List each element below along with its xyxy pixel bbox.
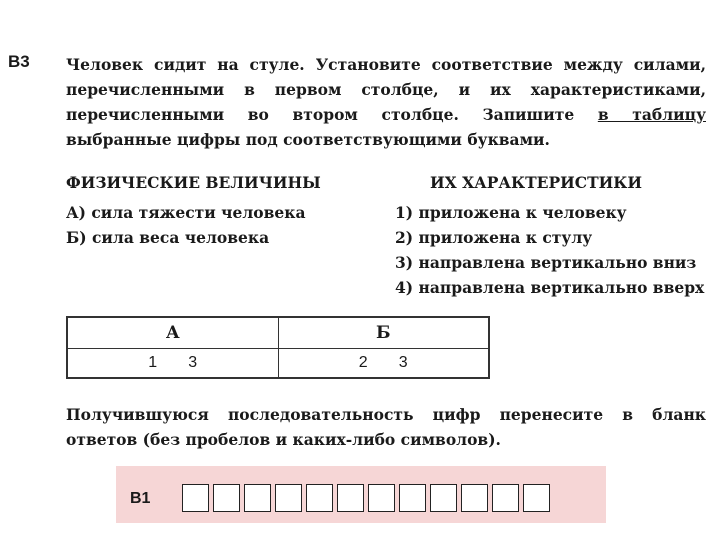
characteristics-list bbox=[395, 200, 704, 300]
answer-digit: 3 bbox=[188, 354, 198, 371]
task-text bbox=[66, 52, 706, 152]
right-column-header: ИХ ХАРАКТЕРИСТИКИ bbox=[430, 173, 643, 192]
answer-form bbox=[116, 466, 606, 523]
answer-form-cell[interactable] bbox=[523, 484, 550, 512]
physical-quantities-list bbox=[66, 200, 306, 250]
task-text-before: Человек сидит на стуле. Установите соответствие между силами, перечисленными в первом столбце, и их характеристиками, перечисленными во втором столбце. Запишите bbox=[66, 55, 706, 124]
answer-cell-a[interactable] bbox=[67, 349, 278, 379]
answer-form-cell[interactable] bbox=[306, 484, 333, 512]
answer-form-cell[interactable] bbox=[275, 484, 302, 512]
answer-form-cells bbox=[182, 484, 550, 512]
characteristic-item: 2) приложена к стулу bbox=[395, 228, 593, 247]
answer-form-cell[interactable] bbox=[182, 484, 209, 512]
answer-form-cell[interactable] bbox=[213, 484, 240, 512]
answer-form-cell[interactable] bbox=[368, 484, 395, 512]
answer-form-cell[interactable] bbox=[244, 484, 271, 512]
answer-form-cell[interactable] bbox=[337, 484, 364, 512]
task-label: B3 bbox=[8, 52, 30, 71]
quantity-item: Б) сила веса человека bbox=[66, 228, 270, 247]
answer-digit: 2 bbox=[358, 354, 368, 371]
answer-form-cell[interactable] bbox=[461, 484, 488, 512]
characteristic-item: 1) приложена к человеку bbox=[395, 203, 627, 222]
instruction-note: Получившуюся последовательность цифр перенесите в бланк ответов (без пробелов и каких-либо символов). bbox=[66, 405, 706, 449]
answer-form-cell[interactable] bbox=[399, 484, 426, 512]
answer-digit: 1 bbox=[148, 354, 158, 371]
quantity-item: А) сила тяжести человека bbox=[66, 203, 306, 222]
answer-form-cell[interactable] bbox=[492, 484, 519, 512]
answer-table bbox=[66, 316, 490, 379]
answer-form-cell[interactable] bbox=[430, 484, 457, 512]
answer-form-label: B1 bbox=[130, 490, 151, 507]
task-text-underlined: в таблицу bbox=[597, 105, 706, 124]
answer-header-a: А bbox=[67, 317, 278, 349]
answer-header-b: Б bbox=[278, 317, 489, 349]
left-column-header: ФИЗИЧЕСКИЕ ВЕЛИЧИНЫ bbox=[66, 173, 321, 192]
answer-cell-b[interactable] bbox=[278, 349, 489, 379]
characteristic-item: 4) направлена вертикально вверх bbox=[395, 278, 705, 297]
task-text-after: выбранные цифры под соответствующими буквами. bbox=[66, 130, 550, 149]
characteristic-item: 3) направлена вертикально вниз bbox=[395, 253, 697, 272]
answer-digit: 3 bbox=[398, 354, 408, 371]
